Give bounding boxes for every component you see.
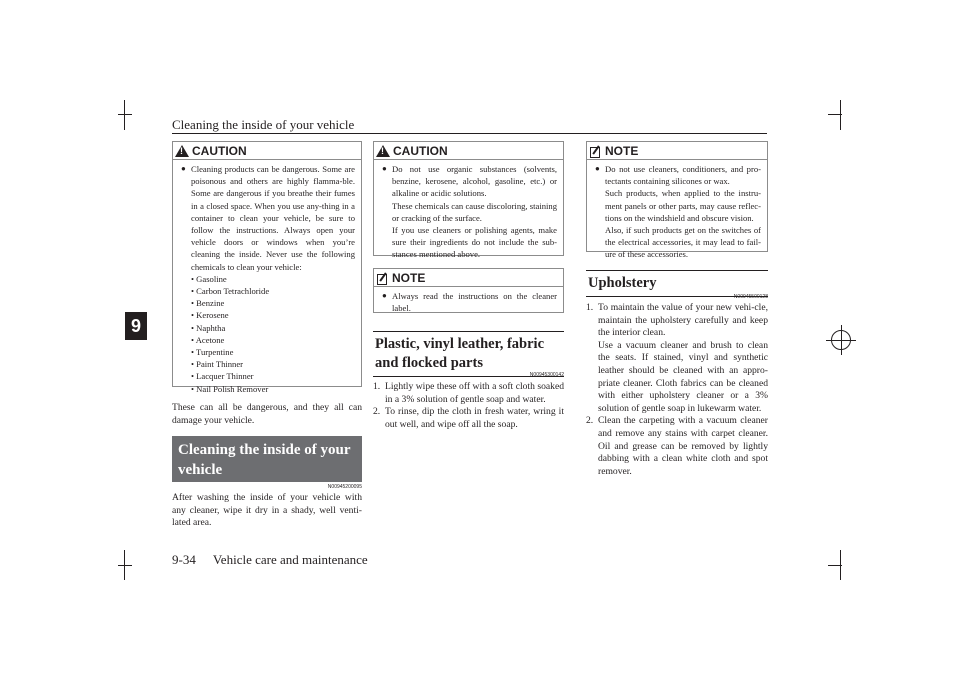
caution-text: Do not use organic substances (solvents, benzine, kerosene, alcohol, gasoline, etc.) or alkaline or acidic solutions. [392, 164, 557, 199]
list-item: • Naphtha [191, 322, 355, 334]
crop-mark [124, 550, 125, 580]
caution-box [172, 141, 362, 394]
caution-header [173, 142, 361, 160]
note-body [587, 160, 767, 265]
crop-mark [840, 100, 841, 130]
registration-mark-icon [831, 330, 851, 350]
warning-icon [175, 145, 189, 157]
caution-label: CAUTION [393, 143, 448, 158]
note-label: NOTE [392, 270, 426, 285]
warning-icon [376, 145, 390, 157]
list-item: • Kerosene [191, 309, 355, 321]
pencil-icon [376, 272, 388, 284]
footer-section: Vehicle care and maintenance [212, 552, 368, 567]
list-item: 1. To maintain the value of your new vehi-cle, maintain the upholstery carefully and keep the interior clean. Use a vacuum cleaner and brush to clean the seats. If stained, vinyl and synthetic leather should be cleaned with an appro-priate cleaner. Cloth fabrics can be cleaned with either upholstery cleaner or a 3% solution of gentle soap in lukewarm water. [586, 302, 768, 414]
page-number: 9-34 [172, 552, 196, 567]
list-item: • Carbon Tetrachloride [191, 285, 355, 297]
list-item: 2. Clean the carpeting with a vacuum cleaner and remove any stains with carpet cleaner. Oil and grease can be removed by lightly dabbing with a clean white cloth and spot remover. [586, 415, 768, 477]
crop-mark [118, 565, 132, 566]
note-text: Such products, when applied to the instru-ment panels or other parts, may cause reflec-tions on the windshield and obscure vision. [605, 188, 761, 223]
section-heading: Upholstery [586, 270, 768, 297]
page-header-title: Cleaning the inside of your vehicle [172, 117, 355, 132]
crop-mark [118, 114, 132, 115]
list-item: • Gasoline [191, 273, 355, 285]
caution-body [374, 160, 563, 265]
list-item: • Turpentine [191, 346, 355, 358]
paragraph: These can all be dangerous, and they all can damage your vehicle. [172, 402, 362, 426]
pencil-icon [589, 145, 601, 157]
bullet-icon: ● [382, 291, 387, 300]
note-text: Also, if such products get on the switches of the electrical accessories, it may lead to fail-ure of these accessories. [605, 225, 761, 260]
section-heading: Plastic, vinyl leather, fabric and flocked parts [373, 331, 564, 377]
section-heading: Cleaning the inside of your vehicle [172, 436, 362, 482]
crop-mark [840, 550, 841, 580]
paragraph: After washing the inside of your vehicle with any cleaner, wipe it dry in a shady, well venti-lated area. [172, 492, 362, 529]
chapter-tab: 9 [125, 312, 147, 340]
note-text: Always read the instructions on the cleaner label. [392, 291, 557, 314]
header-rule [172, 133, 767, 134]
list-item: • Lacquer Thinner [191, 370, 355, 382]
bullet-icon: ● [382, 164, 387, 173]
page-footer [172, 552, 382, 568]
reference-code: N00945500128 [733, 294, 768, 300]
caution-text: If you use cleaners or polishing agents, make sure their ingredients do not include the sub-stances mentioned above. [392, 225, 557, 260]
caution-text: These chemicals can cause discoloring, staining or cracking of the surface. [392, 200, 557, 223]
list-item: • Benzine [191, 297, 355, 309]
note-label: NOTE [605, 143, 639, 158]
caution-box [373, 141, 564, 260]
list-item: • Nail Polish Remover [191, 383, 355, 395]
list-item: • Acetone [191, 334, 355, 346]
note-body [374, 287, 563, 318]
bullet-icon: ● [595, 164, 600, 173]
bullet-icon: ● [181, 164, 186, 173]
reference-code: N00945200095 [327, 484, 362, 490]
caution-header [374, 142, 563, 160]
list-item: 2. To rinse, dip the cloth in fresh water, wring it out well, and wipe off all the soap. [373, 406, 564, 430]
caution-text: Cleaning products can be dangerous. Some are poisonous and others are highly flamma-ble. Some are dangerous if you breathe their fumes in a closed space. When you use any-thing in a container to clean your vehicle, be sure to follow the instructions. Always open your vehicle doors or windows when you’re cleaning the inside. Never use the following chemicals to clean your vehicle: [191, 164, 355, 272]
numbered-list [586, 302, 768, 478]
note-header [587, 142, 767, 160]
crop-mark [124, 100, 125, 130]
caution-body [173, 160, 361, 399]
note-box [586, 141, 768, 260]
caution-label: CAUTION [192, 143, 247, 158]
reference-code: N00945300142 [529, 372, 564, 378]
numbered-list [373, 381, 564, 431]
list-item: • Paint Thinner [191, 358, 355, 370]
note-text: Do not use cleaners, conditioners, and pro-tectants containing silicones or wax. [605, 164, 761, 187]
note-header [374, 269, 563, 287]
list-item: 1. Lightly wipe these off with a soft cloth soaked in a 3% solution of gentle soap and water. [373, 381, 564, 405]
chemical-list [181, 273, 355, 395]
note-box [373, 268, 564, 313]
